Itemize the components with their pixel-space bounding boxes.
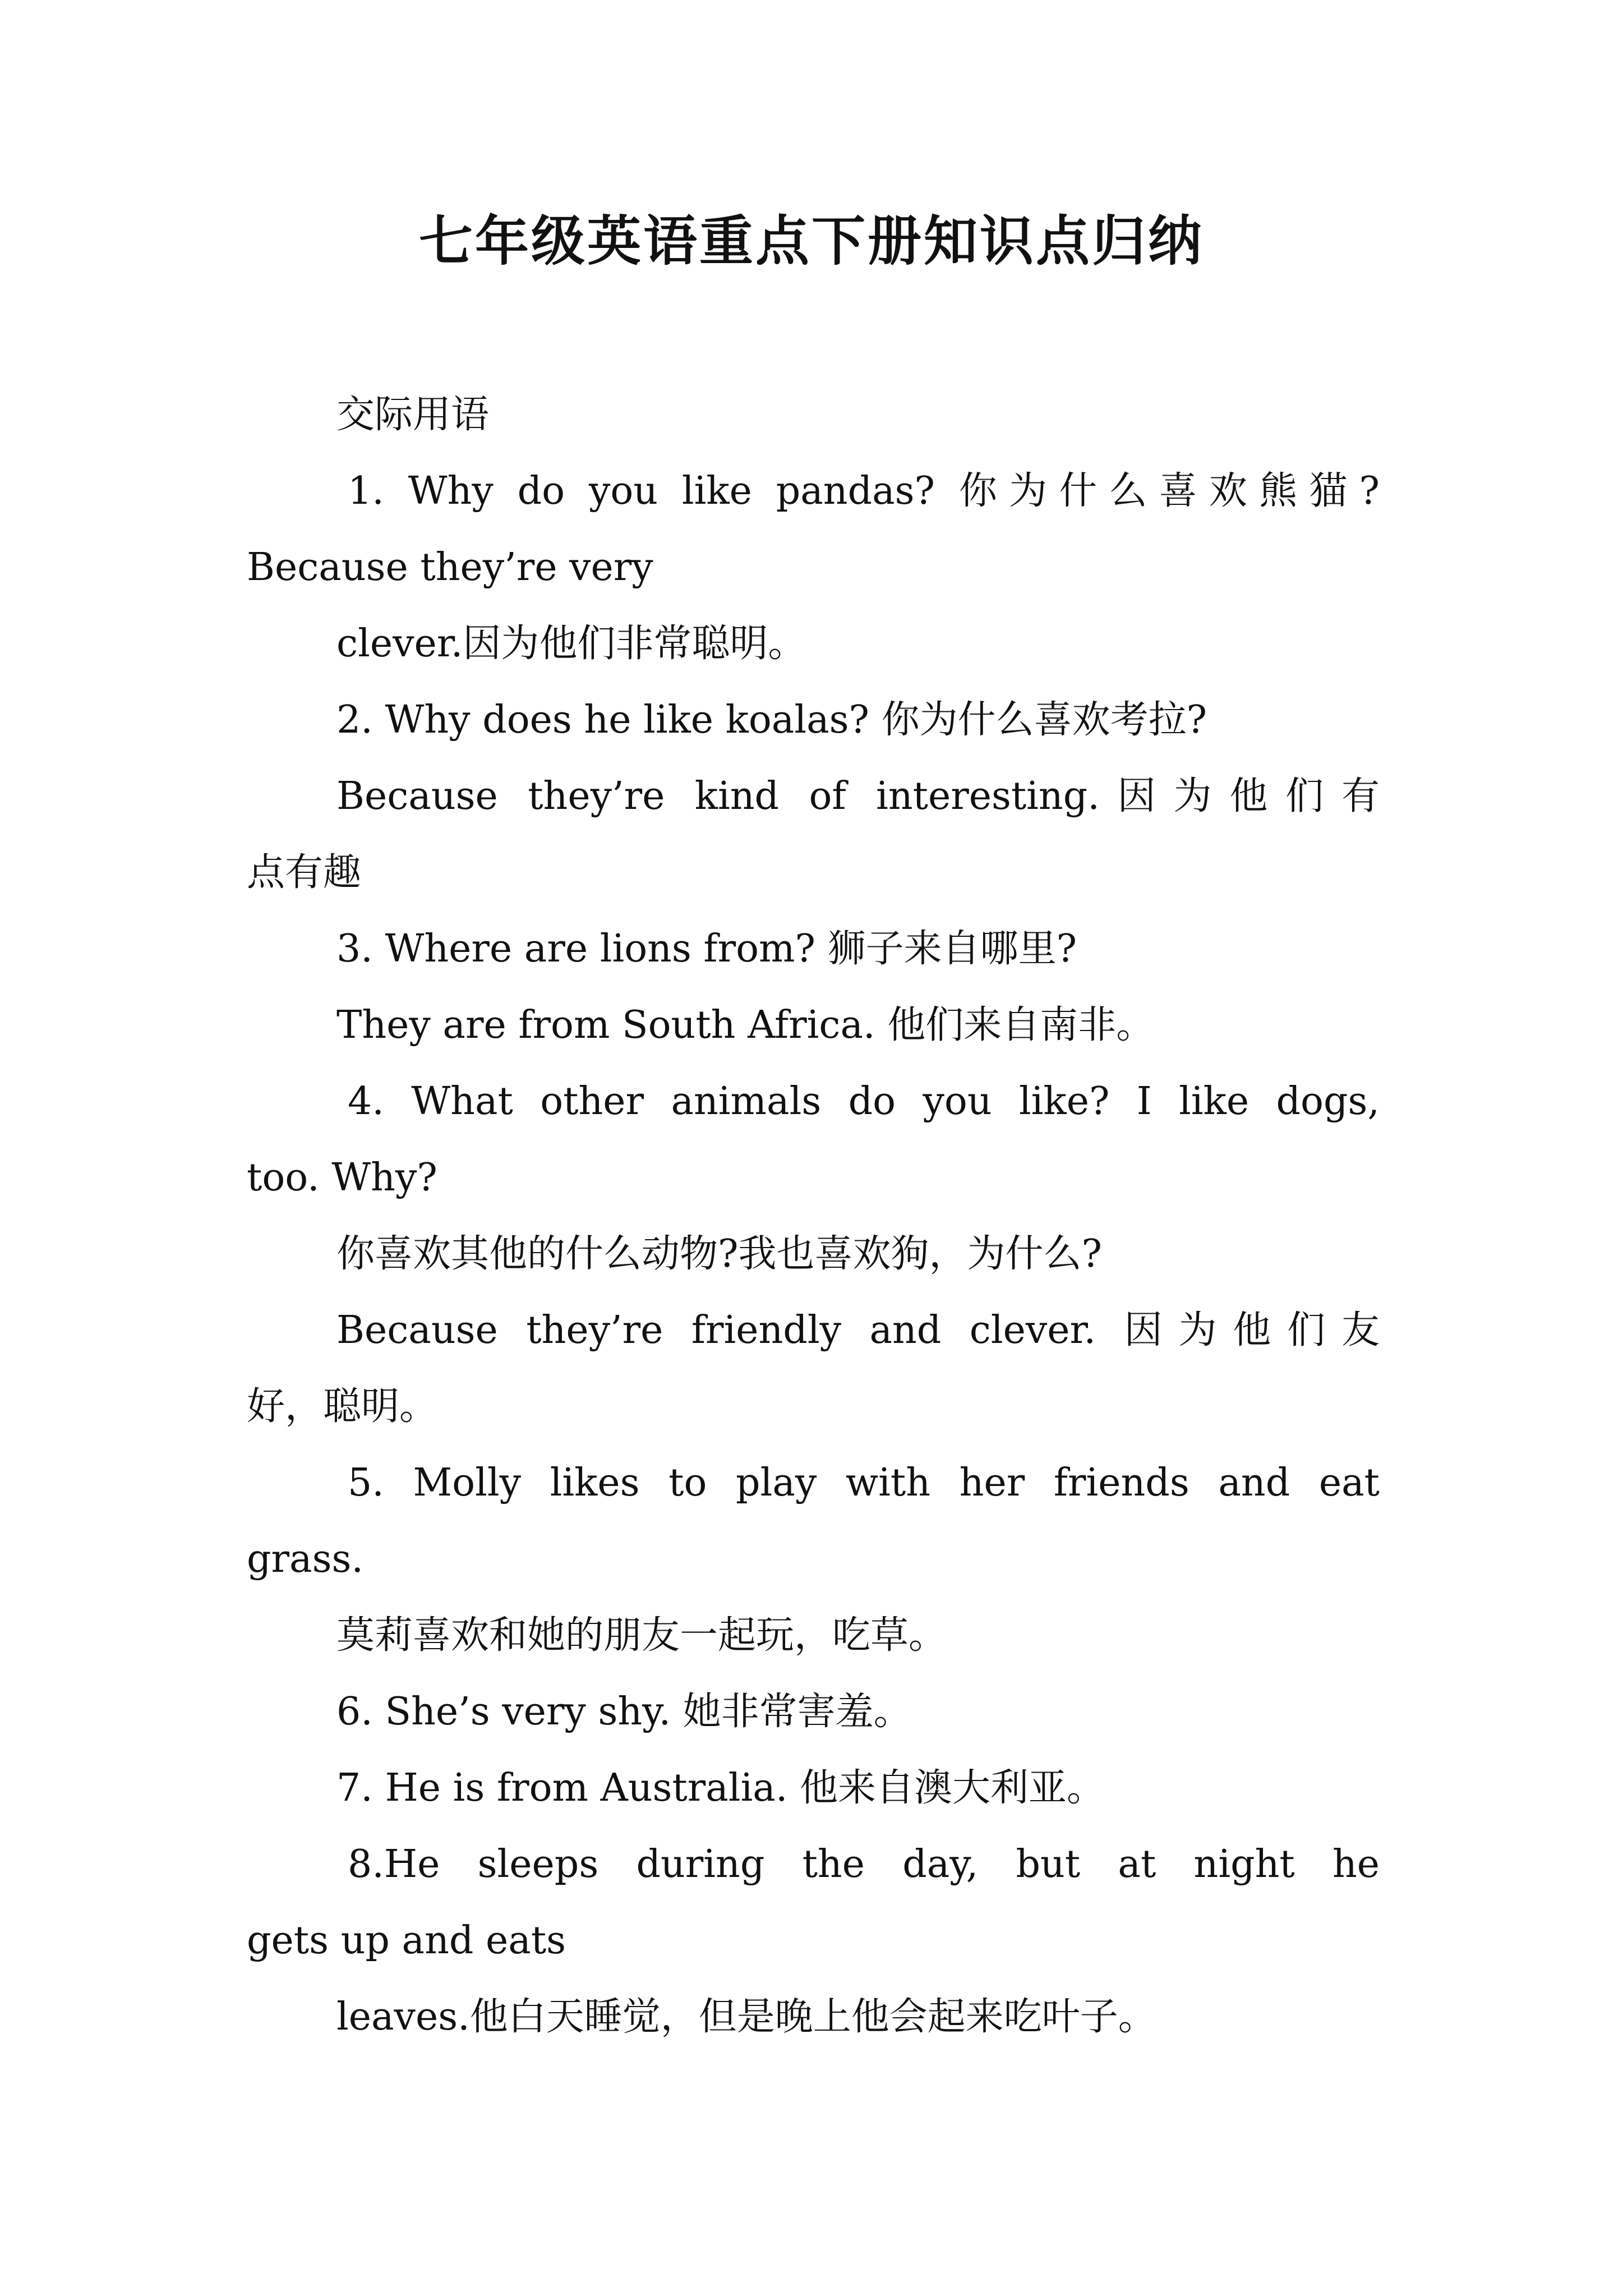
text-line: 8.He sleeps during the day, but at night he	[348, 1842, 1380, 1887]
text-line: They are from South Africa. 他们来自南非。	[336, 1003, 1155, 1047]
text-line: 点有趣	[247, 850, 362, 895]
text-line: 好，聪明。	[247, 1384, 438, 1429]
text-line: 6. She’s very shy. 她非常害羞。	[336, 1690, 912, 1734]
text-line: 莫莉喜欢和她的朋友一起玩，吃草。	[336, 1613, 947, 1658]
text-line: 4. What other animals do you like? I like dogs,	[348, 1079, 1380, 1124]
document-title: 七年级英语重点下册知识点归纳	[419, 210, 1204, 273]
text-line: too. Why?	[247, 1156, 437, 1200]
text-line: grass.	[247, 1537, 363, 1581]
text-line: clever.因为他们非常聪明。	[336, 622, 806, 666]
section-heading: 交际用语	[336, 393, 490, 437]
text-line: Because they’re kind of interesting.因为他们有	[336, 774, 1380, 818]
text-line: 7. He is from Australia. 他来自澳大利亚。	[336, 1766, 1105, 1810]
text-line: 2. Why does he like koalas? 你为什么喜欢考拉?	[336, 698, 1207, 742]
text-line: gets up and eats	[247, 1918, 566, 1963]
text-line: Because they’re very	[247, 545, 653, 590]
text-line: 3. Where are lions from? 狮子来自哪里?	[336, 927, 1077, 971]
text-line: 5. Molly likes to play with her friends and eat	[348, 1461, 1380, 1505]
text-line: leaves.他白天睡觉，但是晚上他会起来吃叶子。	[336, 1995, 1156, 2039]
text-line: 1. Why do you like pandas? 你为什么喜欢熊猫?	[348, 469, 1380, 513]
text-line: Because they’re friendly and clever. 因为他们友	[336, 1308, 1380, 1352]
text-line: 你喜欢其他的什么动物?我也喜欢狗，为什么?	[336, 1232, 1102, 1276]
